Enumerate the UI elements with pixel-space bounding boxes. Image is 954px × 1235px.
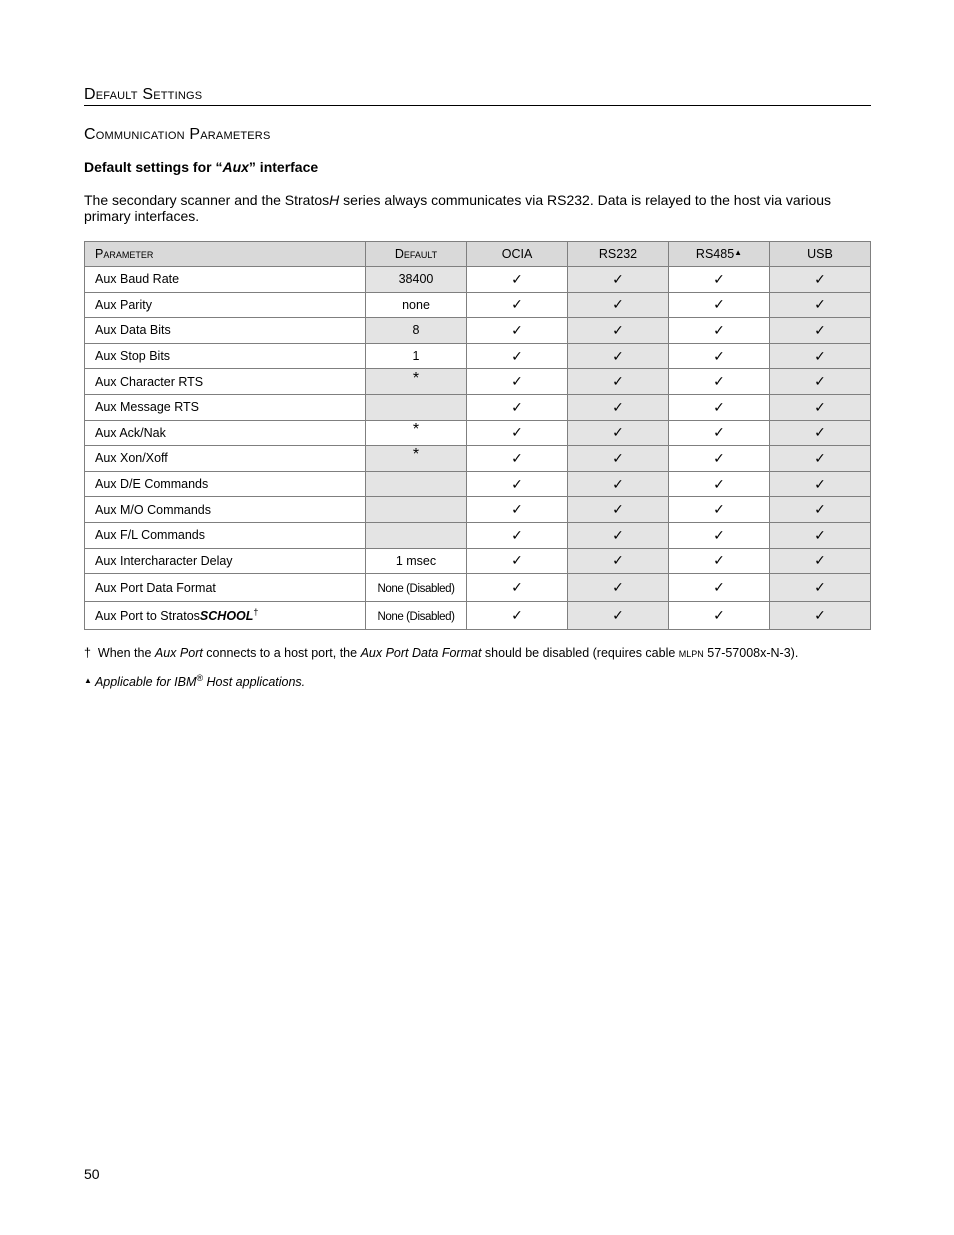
footnote-italic: Aux Port Data Format: [360, 646, 482, 660]
checkmark-icon: ✓: [814, 579, 826, 596]
footnote-italic: Aux Port: [154, 646, 203, 660]
parameter-name: [85, 267, 366, 293]
header-rs485-label: RS485: [695, 247, 735, 261]
footnote-text: connects to a host port, the: [202, 646, 361, 660]
parameter-name-text: Aux D/E Commands: [95, 477, 209, 492]
checkmark-icon: ✓: [713, 321, 725, 338]
dagger-icon: †: [253, 606, 259, 617]
checkmark-icon: ✓: [511, 526, 523, 543]
check-ocia: [467, 267, 568, 293]
footnote-text: 57-57008x-N-3).: [703, 646, 799, 660]
checkmark-icon: ✓: [612, 552, 624, 569]
checkmark-icon: ✓: [612, 398, 624, 415]
header-default: Default: [366, 242, 467, 267]
checkmark-icon: ✓: [814, 270, 826, 287]
parameter-name-text: Aux Parity: [95, 297, 152, 312]
checkmark-icon: ✓: [511, 501, 523, 518]
check-rs485: [669, 292, 770, 318]
check-rs485: [669, 369, 770, 395]
default-value-text: 1 msec: [395, 553, 437, 568]
checkmark-icon: ✓: [713, 347, 725, 364]
check-usb: [770, 497, 871, 523]
default-value: [366, 522, 467, 548]
parameter-name-text: Aux Ack/Nak: [95, 425, 166, 440]
checkmark-icon: ✓: [612, 526, 624, 543]
footnote-dagger: [84, 646, 798, 660]
checkmark-icon: ✓: [511, 424, 523, 441]
check-rs232: [568, 446, 669, 472]
parameter-name-text: Aux F/L Commands: [95, 528, 205, 543]
footnote-triangle: [84, 675, 305, 689]
table-row: [85, 420, 871, 446]
check-rs232: [568, 420, 669, 446]
table-header-row: [85, 242, 871, 267]
default-value-text: None (Disabled): [377, 582, 455, 595]
checkmark-icon: ✓: [713, 579, 725, 596]
checkmark-icon: ✓: [713, 373, 725, 390]
header-usb: USB: [770, 242, 871, 267]
triangle-icon: ▲: [84, 676, 92, 685]
default-value: [366, 318, 467, 344]
check-rs485: [669, 446, 770, 472]
checkmark-icon: ✓: [713, 607, 725, 624]
table-row: [85, 292, 871, 318]
check-rs485: [669, 267, 770, 293]
checkmark-icon: ✓: [511, 607, 523, 624]
parameter-name-text: Aux Baud Rate: [95, 272, 180, 287]
default-value-text: 8: [412, 323, 420, 338]
intro-italic: H: [329, 192, 340, 208]
parameter-name-text: Aux M/O Commands: [95, 502, 212, 517]
check-ocia: [467, 602, 568, 630]
default-value-text: 38400: [398, 272, 434, 287]
check-rs232: [568, 267, 669, 293]
check-usb: [770, 318, 871, 344]
checkmark-icon: ✓: [612, 296, 624, 313]
table-row: [85, 343, 871, 369]
default-value-text: *: [412, 420, 420, 438]
registered-mark: ®: [196, 673, 204, 683]
checkmark-icon: ✓: [713, 424, 725, 441]
intro-text-2: series always communicates via RS232. Data is relayed to the host via various primary interfaces.: [84, 192, 832, 224]
parameter-name: [85, 522, 366, 548]
parameter-name: [85, 548, 366, 574]
check-usb: [770, 602, 871, 630]
checkmark-icon: ✓: [713, 501, 725, 518]
checkmark-icon: ✓: [511, 321, 523, 338]
default-value-text: *: [412, 446, 420, 464]
table-row: [85, 318, 871, 344]
checkmark-icon: ✓: [511, 347, 523, 364]
check-usb: [770, 548, 871, 574]
check-rs232: [568, 292, 669, 318]
parameter-name: [85, 369, 366, 395]
check-rs232: [568, 471, 669, 497]
checkmark-icon: ✓: [814, 552, 826, 569]
default-value-text: *: [412, 369, 420, 387]
subtitle-suffix: ” interface: [248, 159, 319, 175]
dagger-icon: †: [84, 646, 91, 660]
header-ocia: OCIA: [467, 242, 568, 267]
check-rs485: [669, 471, 770, 497]
parameter-name-text: Aux Intercharacter Delay: [95, 553, 233, 568]
checkmark-icon: ✓: [612, 475, 624, 492]
check-rs232: [568, 343, 669, 369]
parameter-name: [85, 471, 366, 497]
checkmark-icon: ✓: [814, 321, 826, 338]
default-value: [366, 548, 467, 574]
table-row: [85, 522, 871, 548]
checkmark-icon: ✓: [612, 424, 624, 441]
checkmark-icon: ✓: [814, 501, 826, 518]
parameter-name: [85, 318, 366, 344]
check-rs485: [669, 548, 770, 574]
checkmark-icon: ✓: [814, 526, 826, 543]
checkmark-icon: ✓: [814, 607, 826, 624]
subsection-title: Communication Parameters: [84, 126, 271, 143]
default-value: [366, 446, 467, 472]
check-ocia: [467, 343, 568, 369]
table-row: [85, 497, 871, 523]
check-rs485: [669, 497, 770, 523]
page-number: 50: [84, 1166, 100, 1182]
checkmark-icon: ✓: [511, 579, 523, 596]
intro-text-1: The secondary scanner and the Stratos: [84, 192, 330, 208]
checkmark-icon: ✓: [713, 552, 725, 569]
parameter-name: [85, 574, 366, 602]
check-usb: [770, 574, 871, 602]
default-value: [366, 574, 467, 602]
default-value: [366, 267, 467, 293]
check-rs232: [568, 394, 669, 420]
checkmark-icon: ✓: [511, 270, 523, 287]
check-usb: [770, 471, 871, 497]
footnote-text: should be disabled (requires cable: [481, 646, 679, 660]
parameter-name-emphasis: SCHOOL: [199, 608, 254, 623]
default-value: [366, 497, 467, 523]
table-row: [85, 574, 871, 602]
checkmark-icon: ✓: [612, 501, 624, 518]
checkmark-icon: ✓: [713, 296, 725, 313]
parameter-name: [85, 292, 366, 318]
check-rs232: [568, 522, 669, 548]
checkmark-icon: ✓: [511, 296, 523, 313]
check-rs232: [568, 548, 669, 574]
checkmark-icon: ✓: [814, 398, 826, 415]
parameter-name-text: Aux Port to Stratos: [95, 608, 200, 623]
check-rs232: [568, 318, 669, 344]
checkmark-icon: ✓: [612, 449, 624, 466]
header-parameter: Parameter: [85, 242, 366, 267]
check-rs485: [669, 394, 770, 420]
default-value: [366, 471, 467, 497]
default-value: [366, 369, 467, 395]
footnote-text: Applicable for IBM: [94, 675, 197, 689]
parameter-name: [85, 602, 366, 630]
check-rs232: [568, 497, 669, 523]
checkmark-icon: ✓: [713, 270, 725, 287]
checkmark-icon: ✓: [814, 449, 826, 466]
table-row: [85, 446, 871, 472]
check-usb: [770, 369, 871, 395]
table-row: [85, 267, 871, 293]
triangle-icon: ▲: [734, 248, 743, 257]
checkmark-icon: ✓: [511, 398, 523, 415]
subtitle-prefix: Default settings for “: [84, 159, 223, 175]
parameter-name: [85, 343, 366, 369]
intro-paragraph: [84, 192, 864, 224]
check-rs485: [669, 343, 770, 369]
checkmark-icon: ✓: [713, 475, 725, 492]
parameter-name-text: Aux Message RTS: [95, 400, 199, 415]
parameter-name: [85, 497, 366, 523]
check-rs232: [568, 602, 669, 630]
section-title: Default Settings: [84, 86, 871, 106]
check-usb: [770, 267, 871, 293]
check-ocia: [467, 369, 568, 395]
checkmark-icon: ✓: [713, 526, 725, 543]
parameter-name: [85, 394, 366, 420]
parameter-name: [85, 420, 366, 446]
default-value-text: None (Disabled): [377, 610, 455, 623]
check-ocia: [467, 471, 568, 497]
checkmark-icon: ✓: [511, 449, 523, 466]
table-subtitle: [84, 159, 318, 175]
footnote-mlpn: mlpn: [678, 646, 704, 660]
check-rs485: [669, 522, 770, 548]
checkmark-icon: ✓: [612, 347, 624, 364]
checkmark-icon: ✓: [713, 398, 725, 415]
subtitle-italic: Aux: [222, 159, 249, 175]
table-row: [85, 602, 871, 630]
check-usb: [770, 446, 871, 472]
check-ocia: [467, 394, 568, 420]
checkmark-icon: ✓: [612, 579, 624, 596]
check-usb: [770, 420, 871, 446]
parameter-name: [85, 446, 366, 472]
checkmark-icon: ✓: [511, 475, 523, 492]
check-rs485: [669, 420, 770, 446]
check-rs232: [568, 369, 669, 395]
checkmark-icon: ✓: [612, 270, 624, 287]
default-value: [366, 292, 467, 318]
checkmark-icon: ✓: [814, 296, 826, 313]
parameters-table: [84, 241, 871, 630]
header-rs232: RS232: [568, 242, 669, 267]
check-ocia: [467, 292, 568, 318]
footnote-text: Host applications.: [203, 675, 306, 689]
default-value: [366, 394, 467, 420]
checkmark-icon: ✓: [612, 373, 624, 390]
check-ocia: [467, 522, 568, 548]
check-rs485: [669, 574, 770, 602]
table-row: [85, 394, 871, 420]
default-value: [366, 602, 467, 630]
check-usb: [770, 394, 871, 420]
check-ocia: [467, 574, 568, 602]
check-rs485: [669, 318, 770, 344]
checkmark-icon: ✓: [511, 552, 523, 569]
check-ocia: [467, 548, 568, 574]
parameter-name-text: Aux Stop Bits: [95, 349, 171, 364]
default-value: [366, 343, 467, 369]
checkmark-icon: ✓: [612, 321, 624, 338]
checkmark-icon: ✓: [814, 475, 826, 492]
check-ocia: [467, 497, 568, 523]
default-value: [366, 420, 467, 446]
header-rs485: [669, 242, 770, 267]
check-ocia: [467, 446, 568, 472]
checkmark-icon: ✓: [814, 373, 826, 390]
footnote-text: When the: [97, 646, 155, 660]
checkmark-icon: ✓: [713, 449, 725, 466]
check-ocia: [467, 420, 568, 446]
parameter-name-text: Aux Port Data Format: [95, 580, 216, 595]
table-row: [85, 369, 871, 395]
parameter-name-text: Aux Data Bits: [95, 323, 171, 338]
parameter-name-text: Aux Character RTS: [95, 374, 204, 389]
check-rs232: [568, 574, 669, 602]
check-usb: [770, 522, 871, 548]
check-rs485: [669, 602, 770, 630]
default-value-text: none: [402, 297, 430, 312]
checkmark-icon: ✓: [511, 373, 523, 390]
checkmark-icon: ✓: [814, 424, 826, 441]
table-row: [85, 471, 871, 497]
check-usb: [770, 292, 871, 318]
checkmark-icon: ✓: [814, 347, 826, 364]
table-row: [85, 548, 871, 574]
checkmark-icon: ✓: [612, 607, 624, 624]
default-value-text: 1: [412, 349, 420, 364]
check-ocia: [467, 318, 568, 344]
check-usb: [770, 343, 871, 369]
parameter-name-text: Aux Xon/Xoff: [95, 451, 168, 466]
